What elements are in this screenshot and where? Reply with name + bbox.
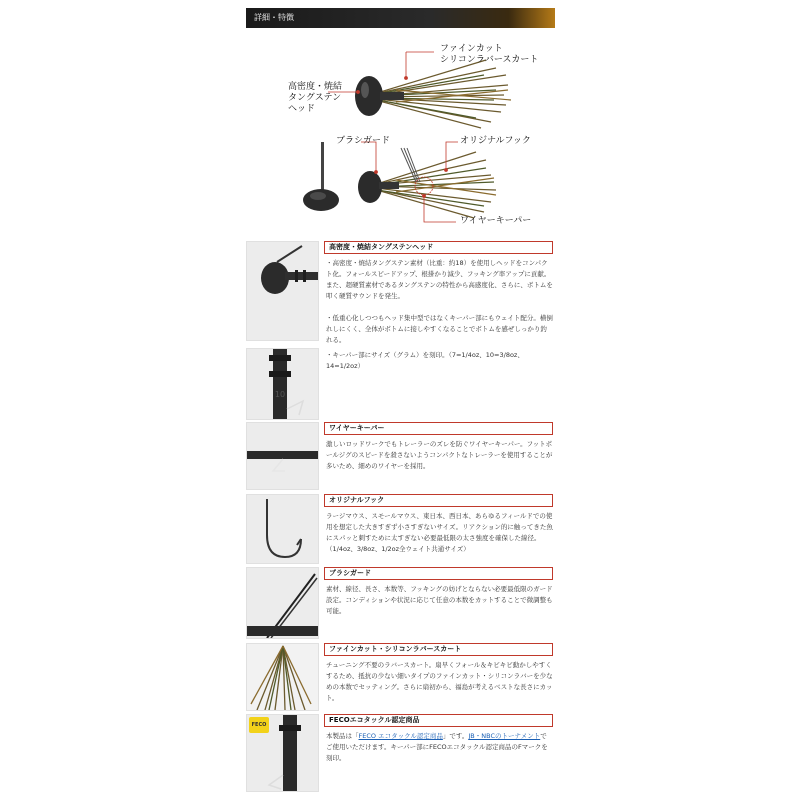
- product-hero: [246, 30, 555, 238]
- jb-nbc-tournament-link[interactable]: JB・NBCのトーナメント: [468, 732, 541, 740]
- callout-hook: オリジナルフック: [460, 136, 531, 146]
- thumb-feco-image: [246, 714, 319, 792]
- feature-skirt: [246, 643, 555, 711]
- callout-head: 高密度・焼結 タングステン ヘッド: [288, 82, 343, 114]
- section-header-title: 詳細・特徴: [254, 13, 294, 22]
- callout-skirt: ファインカット シリコンラバースカート: [440, 44, 539, 65]
- feature-text: ・キーパー部にサイズ（グラム）を刻印。（7=1/4oz、10=3/8oz、14=1/2oz）: [326, 351, 524, 370]
- feature-brush-guard: [246, 567, 555, 639]
- feature-title: 高密度・焼結タングステンヘッド: [324, 241, 553, 254]
- feco-ecotackle-link[interactable]: FECO エコタックル認定商品: [358, 732, 443, 740]
- feature-hook: [246, 494, 555, 564]
- feature-text: 激しいロッドワークでもトレーラーのズレを防ぐワイヤーキーパー。フットボールジグのスピードを殺さないようコンパクトなトレーラーを使用することが多いため、細めのワイヤーを採用。: [326, 440, 553, 470]
- thumb-brush-guard-image: [246, 567, 319, 639]
- feature-text: [324, 731, 553, 764]
- feature-text: チューニング不要のラバースカート。扇早くフォール＆キビキビ動かしやすくするため、抵抗の少ない細いタイプのファインカット・シリコンラバーを少なめの本数でセッティング。さらに扇初から、福島が考えるベストな長さにカット。: [326, 661, 553, 702]
- thumb-keeper-image: [246, 348, 319, 420]
- feco-text-pre: 本製品は「: [326, 732, 359, 740]
- jig-bottom-image: [358, 148, 496, 218]
- feature-size-stamp: [246, 348, 555, 420]
- thumb-head-image: [246, 241, 319, 341]
- feature-head: [246, 241, 555, 344]
- callout-wire-keeper: ワイヤーキーパー: [460, 216, 532, 226]
- feco-badge: FECO: [249, 717, 269, 733]
- feature-title: ブラシガード: [324, 567, 553, 580]
- callout-brush-guard: ブラシガード: [336, 136, 391, 146]
- section-header: [246, 8, 555, 28]
- feature-text: ・高密度・焼結タングステン素材（比重：約18）を使用しヘッドをコンパクト化。フォールスピードアップ、根掛かり減少、フッキング率アップに貢献。また、超硬質素材であるタングステンの特性から高感度化、さらに、ボトムを叩く硬質サウンドを発生。 ・低重心化しつつもヘッド集中型ではなくキーパー部にもウェイト配分。横倒れしにくく、全体がボトムに接しやすくなることでボトムを感ぜしっかり釣れる。: [326, 259, 553, 344]
- thumb-hook-image: [246, 494, 319, 564]
- thumb-skirt-image: [246, 643, 319, 711]
- feature-text: 素材、線径、長さ、本数等、フッキングの妨げとならない必要最低限のガード設定。コンディションや状況に応じて任意の本数をカットすることで微調整も可能。: [326, 585, 553, 615]
- feature-wire-keeper: [246, 422, 555, 490]
- thumb-wire-keeper-image: [246, 422, 319, 490]
- svg-text:10: 10: [274, 390, 286, 399]
- feature-title: FECOエコタックル認定商品: [324, 714, 553, 727]
- feco-text-post: でご使用いただけます。キーパー部にFECOエコタックル認定商品のFマークを刻印。: [326, 732, 548, 762]
- feature-title: オリジナルフック: [324, 494, 553, 507]
- feature-text: ラージマウス、スモールマウス、東日本、西日本、あらゆるフィールドでの使用を想定した大きすぎず小さすぎないサイズ。リアクション的に触ってきた魚にスパッと刺すために太すぎない必要最低限の太さ強度を確保した線径。（1/4oz、3/8oz、1/2oz全ウェイト共通サイズ）: [326, 512, 553, 553]
- jig-top-image: [355, 60, 511, 128]
- jig-head-only-image: [303, 142, 339, 211]
- feco-text-mid: 」です。: [442, 732, 469, 740]
- feature-title: ワイヤーキーパー: [324, 422, 553, 435]
- feature-feco: [246, 714, 555, 792]
- feature-title: ファインカット・シリコンラバースカート: [324, 643, 553, 656]
